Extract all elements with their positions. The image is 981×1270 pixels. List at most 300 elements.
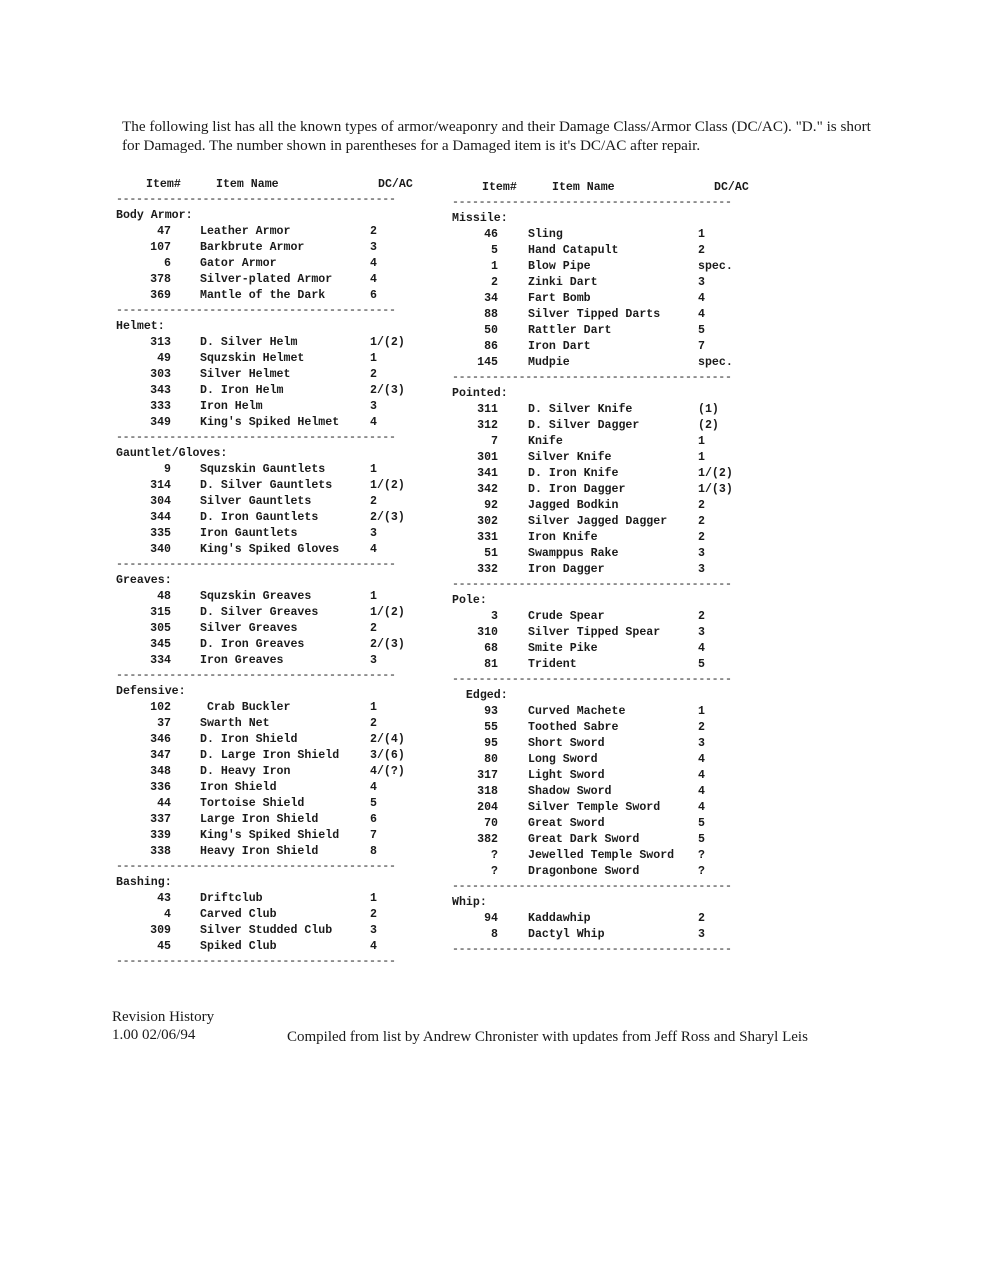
item-row xyxy=(452,227,752,243)
item-number: 70 xyxy=(484,817,498,830)
item-number: 303 xyxy=(150,368,171,381)
item-dc-ac: 2 xyxy=(698,531,705,544)
item-row xyxy=(116,224,416,240)
item-number: 333 xyxy=(150,400,171,413)
item-dc-ac: 2 xyxy=(698,499,705,512)
item-name: D. Large Iron Shield xyxy=(200,749,340,762)
item-name: Silver Greaves xyxy=(200,622,298,635)
item-number: 331 xyxy=(477,531,498,544)
item-dc-ac: 4 xyxy=(698,642,705,655)
category-label: Helmet: xyxy=(116,320,165,333)
item-dc-ac: 1/(2) xyxy=(698,467,733,480)
item-name: Curved Machete xyxy=(528,705,626,718)
item-dc-ac: 1/(3) xyxy=(698,483,733,496)
item-name: Large Iron Shield xyxy=(200,813,319,826)
item-row xyxy=(116,716,416,732)
item-name: Barkbrute Armor xyxy=(200,241,305,254)
item-dc-ac: 2 xyxy=(370,225,377,238)
item-number: 94 xyxy=(484,912,498,925)
item-dc-ac: 2 xyxy=(370,908,377,921)
item-name: Swamppus Rake xyxy=(528,547,619,560)
item-number: 93 xyxy=(484,705,498,718)
item-name: Jagged Bodkin xyxy=(528,499,619,512)
category-label: Pointed: xyxy=(452,387,508,400)
separator-line xyxy=(116,860,416,874)
item-dc-ac: 3 xyxy=(370,400,377,413)
header-item-number: Item# xyxy=(482,181,517,194)
item-name: Long Sword xyxy=(528,753,598,766)
item-row xyxy=(116,399,416,415)
item-dc-ac: 1 xyxy=(698,228,705,241)
item-number: 86 xyxy=(484,340,498,353)
item-row xyxy=(116,796,416,812)
item-number: 304 xyxy=(150,495,171,508)
item-dc-ac: 4 xyxy=(698,785,705,798)
item-dc-ac: 2 xyxy=(698,721,705,734)
item-name: Great Sword xyxy=(528,817,605,830)
item-row xyxy=(116,780,416,796)
item-dc-ac: 4 xyxy=(370,416,377,429)
item-dc-ac: 3 xyxy=(698,547,705,560)
item-dc-ac: 6 xyxy=(370,813,377,826)
separator-line xyxy=(116,558,416,572)
item-dc-ac: 2 xyxy=(370,495,377,508)
item-number: 342 xyxy=(477,483,498,496)
item-row xyxy=(452,402,752,418)
item-number: 347 xyxy=(150,749,171,762)
separator-line xyxy=(452,880,752,894)
item-name: Iron Dagger xyxy=(528,563,605,576)
item-name: Silver Tipped Spear xyxy=(528,626,661,639)
item-dc-ac: 2 xyxy=(698,610,705,623)
item-name: Hand Catapult xyxy=(528,244,619,257)
item-dc-ac: 5 xyxy=(698,817,705,830)
category-label: Pole: xyxy=(452,594,487,607)
item-number: 378 xyxy=(150,273,171,286)
item-row xyxy=(452,530,752,546)
item-dc-ac: 1 xyxy=(370,463,377,476)
item-number: 43 xyxy=(157,892,171,905)
item-dc-ac: 4 xyxy=(370,940,377,953)
item-number: 382 xyxy=(477,833,498,846)
item-dc-ac: 8 xyxy=(370,845,377,858)
item-row xyxy=(116,542,416,558)
item-dc-ac: 1 xyxy=(370,892,377,905)
item-row xyxy=(116,335,416,351)
item-dc-ac: 1 xyxy=(370,701,377,714)
category-label: Edged: xyxy=(452,689,508,702)
item-number: 49 xyxy=(157,352,171,365)
item-number: 336 xyxy=(150,781,171,794)
item-row xyxy=(116,462,416,478)
item-row xyxy=(116,256,416,272)
item-number: 340 xyxy=(150,543,171,556)
item-dc-ac: 2 xyxy=(698,244,705,257)
item-name: Carved Club xyxy=(200,908,277,921)
item-dc-ac: 4 xyxy=(698,292,705,305)
separator-line xyxy=(116,193,416,207)
item-name: Iron Helm xyxy=(200,400,263,413)
item-number: 317 xyxy=(477,769,498,782)
item-dc-ac: 3 xyxy=(698,737,705,750)
item-number: 2 xyxy=(491,276,498,289)
item-name: Fart Bomb xyxy=(528,292,591,305)
item-row xyxy=(116,288,416,304)
item-row xyxy=(452,243,752,259)
item-dc-ac: 3 xyxy=(698,626,705,639)
item-row xyxy=(116,415,416,431)
item-number: 338 xyxy=(150,845,171,858)
separator-line xyxy=(452,673,752,687)
item-row xyxy=(116,478,416,494)
header-item-name: Item Name xyxy=(552,181,615,194)
item-dc-ac: 2/(3) xyxy=(370,511,405,524)
item-dc-ac: 4 xyxy=(698,308,705,321)
item-row xyxy=(452,418,752,434)
item-row xyxy=(452,514,752,530)
item-number: 6 xyxy=(164,257,171,270)
item-number: 337 xyxy=(150,813,171,826)
item-row xyxy=(452,752,752,768)
item-row xyxy=(116,923,416,939)
item-name: Sling xyxy=(528,228,563,241)
item-number: 305 xyxy=(150,622,171,635)
item-row xyxy=(452,832,752,848)
item-name: Silver Jagged Dagger xyxy=(528,515,668,528)
item-name: D. Iron Dagger xyxy=(528,483,626,496)
item-name: D. Silver Helm xyxy=(200,336,298,349)
item-name: Zinki Dart xyxy=(528,276,598,289)
item-number: 334 xyxy=(150,654,171,667)
item-number: 88 xyxy=(484,308,498,321)
item-name: Gator Armor xyxy=(200,257,277,270)
separator-line xyxy=(452,578,752,592)
item-dc-ac: 1 xyxy=(370,590,377,603)
item-name: D. Silver Dagger xyxy=(528,419,640,432)
item-row xyxy=(452,323,752,339)
item-row xyxy=(452,546,752,562)
separator-line xyxy=(452,196,752,210)
item-name: Iron Greaves xyxy=(200,654,284,667)
item-number: 339 xyxy=(150,829,171,842)
header-item-number: Item# xyxy=(146,178,181,191)
item-name: D. Silver Knife xyxy=(528,403,633,416)
item-dc-ac: (1) xyxy=(698,403,719,416)
item-row xyxy=(452,355,752,371)
item-name: Crab Buckler xyxy=(200,701,291,714)
item-dc-ac: 1 xyxy=(698,435,705,448)
item-name: Trident xyxy=(528,658,577,671)
item-number: 55 xyxy=(484,721,498,734)
item-name: Knife xyxy=(528,435,563,448)
item-number: 344 xyxy=(150,511,171,524)
item-number: ? xyxy=(491,849,498,862)
item-name: Crude Spear xyxy=(528,610,605,623)
item-row xyxy=(116,700,416,716)
item-dc-ac: 3 xyxy=(698,276,705,289)
item-number: 48 xyxy=(157,590,171,603)
item-row xyxy=(116,891,416,907)
item-number: 51 xyxy=(484,547,498,560)
item-dc-ac: 1/(2) xyxy=(370,336,405,349)
item-name: Heavy Iron Shield xyxy=(200,845,319,858)
item-row xyxy=(452,720,752,736)
item-name: Light Sword xyxy=(528,769,605,782)
armor-list-column xyxy=(116,177,416,969)
item-row xyxy=(452,768,752,784)
item-row xyxy=(116,351,416,367)
item-row xyxy=(116,653,416,669)
item-row xyxy=(116,526,416,542)
header-item-name: Item Name xyxy=(216,178,279,191)
item-name: Swarth Net xyxy=(200,717,270,730)
item-number: 102 xyxy=(150,701,171,714)
item-row xyxy=(452,291,752,307)
item-row xyxy=(116,367,416,383)
revision-history xyxy=(112,1008,214,1044)
item-number: 369 xyxy=(150,289,171,302)
item-dc-ac: 3 xyxy=(370,924,377,937)
category-label: Whip: xyxy=(452,896,487,909)
item-dc-ac: 2/(3) xyxy=(370,638,405,651)
item-number: 5 xyxy=(491,244,498,257)
item-name: Rattler Dart xyxy=(528,324,612,337)
item-number: 95 xyxy=(484,737,498,750)
intro-paragraph: The following list has all the known types of armor/weaponry and their Damage Class/Armor Class (DC/AC). "D." is short for Damaged. The number shown in parentheses for a Damaged item is it's DC/AC after repair. xyxy=(122,118,871,154)
item-row xyxy=(452,625,752,641)
item-dc-ac: 5 xyxy=(698,324,705,337)
item-name: Leather Armor xyxy=(200,225,291,238)
item-row xyxy=(116,510,416,526)
item-row xyxy=(452,704,752,720)
item-name: D. Heavy Iron xyxy=(200,765,291,778)
item-row xyxy=(116,240,416,256)
item-dc-ac: 4 xyxy=(698,801,705,814)
item-name: King's Spiked Gloves xyxy=(200,543,340,556)
item-number: 314 xyxy=(150,479,171,492)
item-row xyxy=(116,764,416,780)
item-number: 80 xyxy=(484,753,498,766)
item-row xyxy=(452,562,752,578)
item-dc-ac: 7 xyxy=(698,340,705,353)
item-dc-ac: 2 xyxy=(698,912,705,925)
item-row xyxy=(116,828,416,844)
item-dc-ac: ? xyxy=(698,849,705,862)
item-name: Mantle of the Dark xyxy=(200,289,326,302)
item-name: Great Dark Sword xyxy=(528,833,640,846)
item-name: Silver Temple Sword xyxy=(528,801,661,814)
item-number: 92 xyxy=(484,499,498,512)
item-row xyxy=(452,482,752,498)
item-row xyxy=(116,272,416,288)
item-number: 4 xyxy=(164,908,171,921)
item-row xyxy=(452,864,752,880)
item-dc-ac: 5 xyxy=(698,833,705,846)
item-number: 34 xyxy=(484,292,498,305)
item-number: 204 xyxy=(477,801,498,814)
item-number: 8 xyxy=(491,928,498,941)
item-name: Iron Knife xyxy=(528,531,598,544)
item-number: 346 xyxy=(150,733,171,746)
item-name: Iron Shield xyxy=(200,781,277,794)
item-number: 47 xyxy=(157,225,171,238)
item-dc-ac: 2/(3) xyxy=(370,384,405,397)
item-number: 145 xyxy=(477,356,498,369)
item-number: 9 xyxy=(164,463,171,476)
item-name: Silver Studded Club xyxy=(200,924,333,937)
separator-line xyxy=(116,304,416,318)
item-dc-ac: 4/(?) xyxy=(370,765,405,778)
item-dc-ac: 3 xyxy=(698,563,705,576)
weapon-list-column xyxy=(452,180,752,957)
item-dc-ac: 5 xyxy=(370,797,377,810)
column-header xyxy=(116,177,416,193)
item-row xyxy=(452,848,752,864)
item-dc-ac: 3 xyxy=(698,928,705,941)
item-number: 46 xyxy=(484,228,498,241)
item-number: 44 xyxy=(157,797,171,810)
item-row xyxy=(452,498,752,514)
item-row xyxy=(116,589,416,605)
item-name: D. Iron Gauntlets xyxy=(200,511,319,524)
item-dc-ac: 3 xyxy=(370,527,377,540)
item-dc-ac: 1/(2) xyxy=(370,479,405,492)
separator-line xyxy=(116,431,416,445)
item-dc-ac: 5 xyxy=(698,658,705,671)
item-row xyxy=(452,339,752,355)
category-label: Gauntlet/Gloves: xyxy=(116,447,228,460)
category-label: Body Armor: xyxy=(116,209,193,222)
item-dc-ac: 4 xyxy=(370,257,377,270)
item-row xyxy=(116,605,416,621)
item-dc-ac: 6 xyxy=(370,289,377,302)
item-row xyxy=(452,466,752,482)
item-number: 318 xyxy=(477,785,498,798)
item-dc-ac: 1 xyxy=(698,705,705,718)
item-number: 1 xyxy=(491,260,498,273)
item-row xyxy=(452,259,752,275)
item-dc-ac: 2 xyxy=(370,368,377,381)
header-dc-ac: DC/AC xyxy=(378,178,413,191)
item-dc-ac: 1/(2) xyxy=(370,606,405,619)
item-name: Iron Dart xyxy=(528,340,591,353)
item-dc-ac: 3/(6) xyxy=(370,749,405,762)
item-number: 335 xyxy=(150,527,171,540)
item-dc-ac: 2/(4) xyxy=(370,733,405,746)
item-number: 68 xyxy=(484,642,498,655)
item-number: 309 xyxy=(150,924,171,937)
item-number: 315 xyxy=(150,606,171,619)
item-name: King's Spiked Shield xyxy=(200,829,340,842)
item-row xyxy=(452,927,752,943)
item-name: Silver Helmet xyxy=(200,368,291,381)
item-row xyxy=(116,732,416,748)
item-number: 310 xyxy=(477,626,498,639)
item-row xyxy=(116,748,416,764)
item-dc-ac: 4 xyxy=(370,543,377,556)
item-name: Silver Tipped Darts xyxy=(528,308,661,321)
item-row xyxy=(116,494,416,510)
item-dc-ac: (2) xyxy=(698,419,719,432)
item-dc-ac: spec. xyxy=(698,260,733,273)
item-name: Short Sword xyxy=(528,737,605,750)
item-row xyxy=(116,383,416,399)
item-row xyxy=(452,784,752,800)
item-name: King's Spiked Helmet xyxy=(200,416,340,429)
item-number: 50 xyxy=(484,324,498,337)
item-number: 37 xyxy=(157,717,171,730)
item-dc-ac: 7 xyxy=(370,829,377,842)
item-dc-ac: 4 xyxy=(370,781,377,794)
item-name: Dactyl Whip xyxy=(528,928,605,941)
item-dc-ac: 4 xyxy=(698,769,705,782)
item-dc-ac: 4 xyxy=(370,273,377,286)
item-number: ? xyxy=(491,865,498,878)
item-name: Smite Pike xyxy=(528,642,598,655)
item-name: D. Iron Shield xyxy=(200,733,298,746)
item-row xyxy=(452,275,752,291)
item-dc-ac: 3 xyxy=(370,241,377,254)
item-number: 343 xyxy=(150,384,171,397)
item-number: 312 xyxy=(477,419,498,432)
item-name: D. Silver Greaves xyxy=(200,606,319,619)
item-number: 345 xyxy=(150,638,171,651)
category-label: Defensive: xyxy=(116,685,186,698)
item-row xyxy=(116,621,416,637)
category-label: Bashing: xyxy=(116,876,172,889)
item-name: Squzskin Helmet xyxy=(200,352,305,365)
item-name: Driftclub xyxy=(200,892,263,905)
item-number: 313 xyxy=(150,336,171,349)
category-label: Missile: xyxy=(452,212,508,225)
item-number: 348 xyxy=(150,765,171,778)
item-number: 81 xyxy=(484,658,498,671)
item-number: 302 xyxy=(477,515,498,528)
item-row xyxy=(452,609,752,625)
item-dc-ac: 1 xyxy=(370,352,377,365)
item-name: Dragonbone Sword xyxy=(528,865,640,878)
item-name: Silver Knife xyxy=(528,451,612,464)
item-row xyxy=(116,939,416,955)
item-number: 3 xyxy=(491,610,498,623)
item-name: Blow Pipe xyxy=(528,260,591,273)
item-row xyxy=(452,816,752,832)
item-row xyxy=(116,637,416,653)
item-row xyxy=(452,307,752,323)
separator-line xyxy=(116,955,416,969)
item-dc-ac: 2 xyxy=(698,515,705,528)
item-number: 349 xyxy=(150,416,171,429)
item-number: 332 xyxy=(477,563,498,576)
item-dc-ac: spec. xyxy=(698,356,733,369)
item-name: Squzskin Gauntlets xyxy=(200,463,326,476)
item-row xyxy=(116,907,416,923)
item-name: Toothed Sabre xyxy=(528,721,619,734)
item-row xyxy=(452,657,752,673)
item-dc-ac: 1 xyxy=(698,451,705,464)
credits-line: Compiled from list by Andrew Chronister with updates from Jeff Ross and Sharyl Leis xyxy=(287,1029,808,1045)
item-dc-ac: ? xyxy=(698,865,705,878)
separator-line xyxy=(116,669,416,683)
item-row xyxy=(116,844,416,860)
item-name: D. Iron Knife xyxy=(528,467,619,480)
item-dc-ac: 4 xyxy=(698,753,705,766)
item-name: D. Silver Gauntlets xyxy=(200,479,333,492)
revision-entry: 1.00 02/06/94 xyxy=(112,1027,196,1043)
item-row xyxy=(452,736,752,752)
item-name: Iron Gauntlets xyxy=(200,527,298,540)
item-name: Mudpie xyxy=(528,356,570,369)
